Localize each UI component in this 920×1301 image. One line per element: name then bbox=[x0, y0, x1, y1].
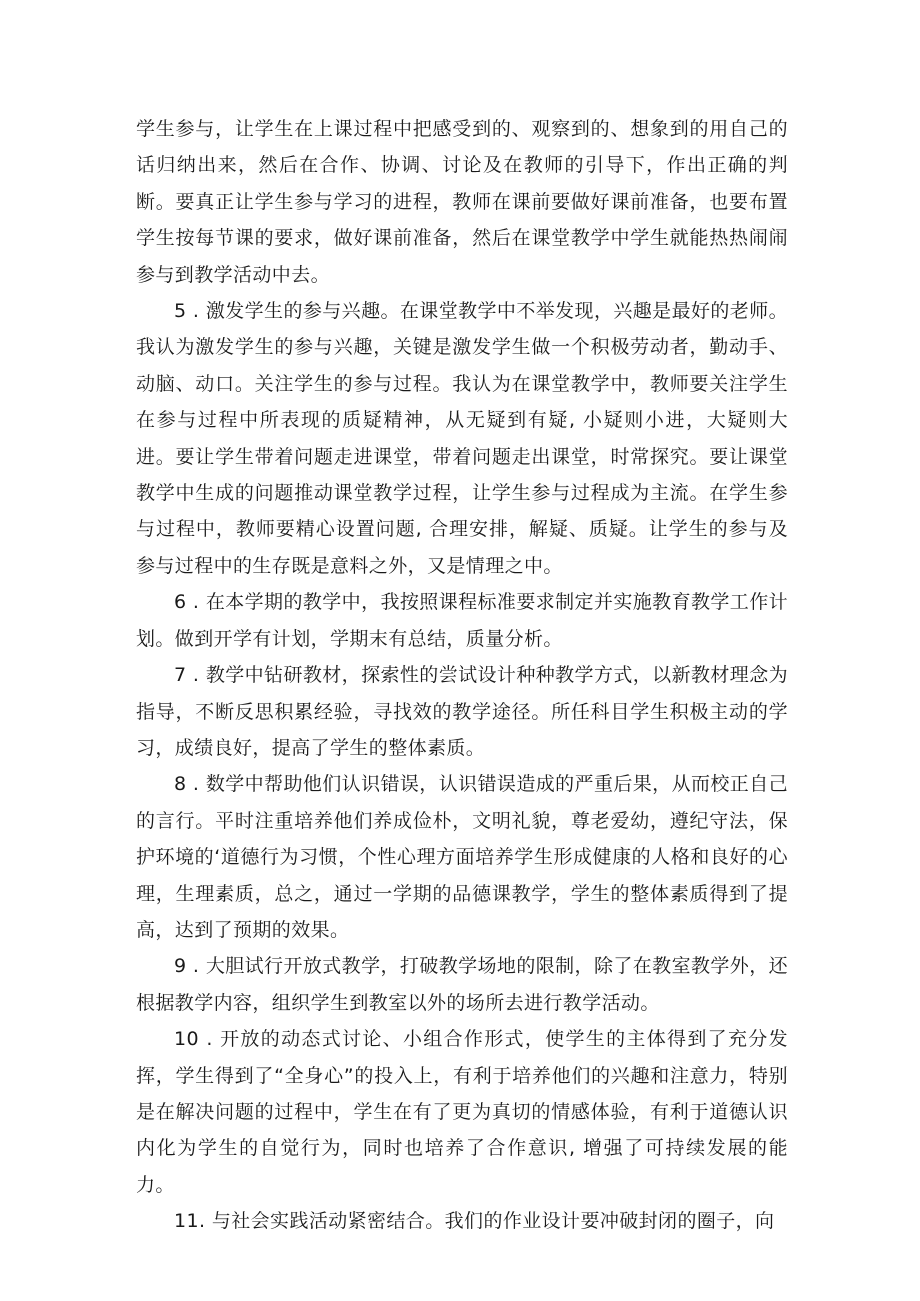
paragraph-continuation: 学生参与，让学生在上课过程中把感受到的、观察到的、想象到的用自己的话归纳出来，然后在合作、协调、讨论及在教师的引导下，作出正确的判断。要真正让学生参与学习的进程，教师在课前要做好课前准备，也要布置学生按每节课的要求，做好课前准备，然后在课堂教学中学生就能热热闹闹参与到教学活动中去。 bbox=[136, 118, 788, 286]
paragraph-item-8: 8 . 数学中帮助他们认识错误，认识错误造成的严重后果，从而校正自己的言行。平时注重培养他们养成俭朴，文明礼貌，尊老爱幼，遵纪守法，保护环境的‘道德行为习惯，个性心理方面培养学生形成健康的人格和良好的心理，生理素质，总之，通过一学期的品德课教学，学生的整体素质得到了提高，达到了预期的效果。 bbox=[136, 773, 788, 941]
paragraph-item-7: 7 . 教学中钻研教材，探索性的尝试设计种种教学方式，以新教材理念为指导，不断反思积累经验，寻找效的教学途径。所任科目学生积极主动的学习，成绩良好，提高了学生的整体素质。 bbox=[136, 664, 788, 759]
paragraph-item-10: 10 . 开放的动态式讨论、小组合作形式，使学生的主体得到了充分发挥，学生得到了“全身心”的投入上，有利于培养他们的兴趣和注意力，特别是在解决问题的过程中，学生在有了更为真切的情感体验，有利于道德认识内化为学生的自觉行为，同时也培养了合作意识, 增强了可持续发展的能力。 bbox=[136, 1028, 788, 1196]
paragraph-item-11: 11. 与社会实践活动紧密结合。我们的作业设计要冲破封闭的圈子，向 bbox=[174, 1210, 775, 1233]
document-body bbox=[136, 111, 788, 1240]
paragraph-item-9: 9 . 大胆试行开放式教学，打破教学场地的限制，除了在教室教学外，还根据教学内容，组织学生到教室以外的场所去进行教学活动。 bbox=[136, 955, 788, 1014]
paragraph-item-6: 6 . 在本学期的教学中，我按照课程标准要求制定并实施教育教学工作计划。做到开学有计划，学期末有总结，质量分析。 bbox=[136, 591, 788, 650]
paragraph-item-5: 5 . 激发学生的参与兴趣。在课堂教学中不举发现，兴趣是最好的老师。我认为激发学生的参与兴趣，关键是激发学生做一个积极劳动者，勤动手、动脑、动口。关注学生的参与过程。我认为在课堂教学中，教师要关注学生在参与过程中所表现的质疑精神，从无疑到有疑, 小疑则小进，大疑则大进。要让学生带着问题走进课堂，带着问题走出课堂，时常探究。要让课堂教学中生成的问题推动课堂教学过程，让学生参与过程成为主流。在学生参与过程中，教师要精心设置问题, 合理安排，解疑、质疑。让学生的参与及参与过程中的生存既是意料之外，又是情理之中。 bbox=[136, 300, 788, 577]
